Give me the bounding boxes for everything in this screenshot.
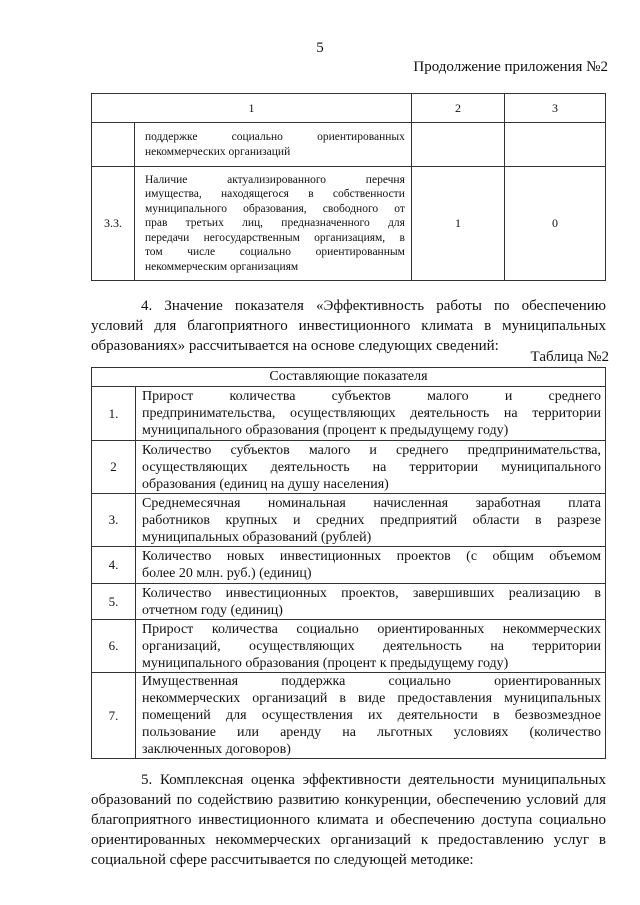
text-line: осуществляющих деятельность на территории муниципального <box>142 459 601 475</box>
text-line: Наличие актуализированного перечня <box>144 173 405 186</box>
table-row-number: 6. <box>92 620 136 673</box>
text-line: поддержке социально ориентированных <box>144 131 405 143</box>
text-line: Прирост количества социально ориентированных некоммерческих <box>142 621 601 637</box>
text-line: некоммерческих организаций <box>144 145 291 158</box>
paragraph-4 <box>91 296 606 356</box>
text-line: некоммерческим организациям <box>144 260 299 273</box>
paragraph-line: 5. Комплексная оценка эффективности деятельности муниципальных <box>141 772 606 788</box>
text-line: образования (единиц на душу населения) <box>142 476 389 492</box>
text-line: муниципального образования (процент к предыдущему году) <box>142 655 509 671</box>
paragraph-line: 4. Значение показателя «Эффективность работы по обеспечению <box>141 298 606 314</box>
text-line: организаций, осуществляющих деятельность на территории <box>142 638 601 654</box>
text-line: помещений для осуществления их деятельности в безвозмездное <box>142 708 601 723</box>
text-line: Имущественная поддержка социально ориентированных <box>142 674 601 689</box>
table-row-text <box>134 123 411 167</box>
text-line: Среднемесячная номинальная начисленная заработная плата <box>142 495 601 511</box>
table-row-number: 7. <box>92 673 136 759</box>
continuation-note: Продолжение приложения №2 <box>413 59 608 75</box>
text-line: отчетном году (единиц) <box>142 602 283 618</box>
table-header: Составляющие показателя <box>92 368 606 387</box>
table-row-text <box>136 620 606 673</box>
table-row-text <box>136 387 606 441</box>
page-number: 5 <box>316 40 324 56</box>
col-header-3: 3 <box>505 94 606 123</box>
indicator-table-continued <box>91 93 606 281</box>
paragraph-line: социальной сфере рассчитывается по следующей методике: <box>91 852 474 868</box>
text-line: Количество субъектов малого и среднего предпринимательства, <box>142 442 601 458</box>
text-line: муниципального образования (процент к предыдущему году) <box>142 423 509 438</box>
table-row-text <box>136 494 606 547</box>
text-line: пользование или аренду на льготных условиях (количество <box>142 725 601 740</box>
table-cell-value <box>505 123 606 167</box>
text-line: предпринимательства, осуществляющих деятельность на территории <box>142 406 601 421</box>
components-table <box>91 367 606 759</box>
col-header-1: 1 <box>92 94 412 123</box>
table-row-text <box>136 584 606 620</box>
text-line: муниципальных образований (рублей) <box>142 529 372 545</box>
table-row-text <box>136 441 606 494</box>
text-line: работников крупных и средних предприятий области в разрезе <box>142 512 601 528</box>
paragraph-line: условий для благоприятного инвестиционного климата в муниципальных <box>91 318 606 334</box>
table-row-number: 1. <box>92 387 136 441</box>
text-line: некоммерческих организаций в виде предоставления муниципальных <box>142 691 601 706</box>
text-line: Прирост количества субъектов малого и среднего <box>142 389 601 404</box>
table-caption: Таблица №2 <box>530 349 609 365</box>
text-line: прав третьих лиц, предназначенного для <box>144 217 405 230</box>
paragraph-line: благоприятного инвестиционного климата и обеспечению доступа социально <box>91 812 606 828</box>
table-row-number: 5. <box>92 584 136 620</box>
paragraph-5 <box>91 770 606 870</box>
table-row-number: 2 <box>92 441 136 494</box>
text-line: муниципального образования, свободного от <box>144 202 405 215</box>
paragraph-line: образованиях» рассчитывается на основе следующих сведений: <box>91 338 499 354</box>
text-line: имущества, находящегося в собственности <box>144 188 405 201</box>
text-line: передачи негосударственным организациям, в <box>144 231 405 244</box>
table-cell-value: 0 <box>505 167 606 281</box>
table-row-number <box>92 123 135 167</box>
table-cell-value <box>411 123 504 167</box>
table-row-text <box>136 547 606 584</box>
table-row-number: 4. <box>92 547 136 584</box>
paragraph-line: образований по содействию развитию конкуренции, обеспечению условий для <box>91 792 606 808</box>
text-line: более 20 млн. руб.) (единиц) <box>142 566 312 581</box>
col-header-2: 2 <box>411 94 504 123</box>
table-row-text <box>136 673 606 759</box>
text-line: Количество новых инвестиционных проектов (с общим объемом <box>142 549 601 564</box>
table-row-text <box>134 167 411 281</box>
table-row-number: 3. <box>92 494 136 547</box>
text-line: заключенных договоров) <box>142 742 291 757</box>
text-line: Количество инвестиционных проектов, завершивших реализацию в <box>142 585 601 601</box>
table-row-number: 3.3. <box>92 167 135 281</box>
table-cell-value: 1 <box>411 167 504 281</box>
text-line: том числе социально ориентированным <box>144 246 405 259</box>
paragraph-line: ориентированных некоммерческих организаций к предоставлению услуг в <box>91 832 606 848</box>
